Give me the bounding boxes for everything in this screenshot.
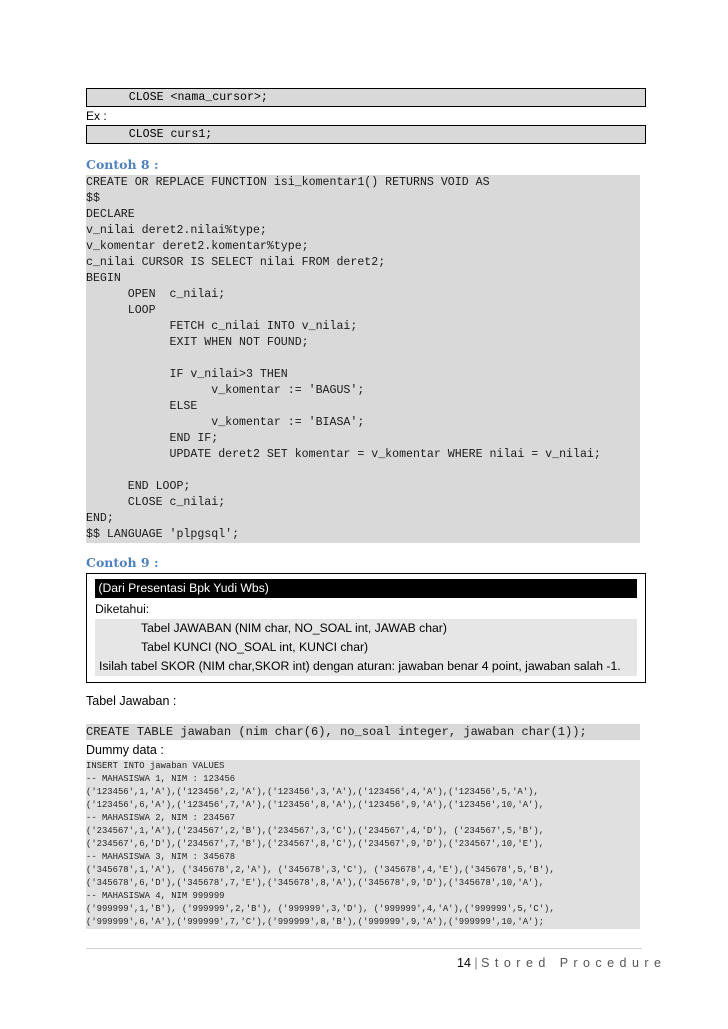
code-line: UPDATE deret2 SET komentar = v_komentar WHERE nilai = v_nilai; <box>86 447 640 463</box>
dummy-data-label: Dummy data : <box>86 743 164 757</box>
code-line: END; <box>86 511 640 527</box>
tabel-jawaban-label: Tabel Jawaban : <box>86 694 177 708</box>
page-footer <box>457 956 662 970</box>
dummy-line: -- MAHASISWA 3, NIM : 345678 <box>86 851 640 864</box>
code-line <box>86 351 640 367</box>
code-line: CLOSE c_nilai; <box>86 495 640 511</box>
footer-separator: | <box>474 956 478 970</box>
dummy-line: ('999999',1,'B'), ('999999',2,'B'), ('999999',3,'D'), ('999999',4,'A'),('999999',5,'C'), <box>86 903 640 916</box>
footer-rule <box>86 948 642 949</box>
code-line: OPEN c_nilai; <box>86 287 640 303</box>
code-line: END IF; <box>86 431 640 447</box>
tabel-kunci-def: Tabel KUNCI (NO_SOAL int, KUNCI char) <box>95 638 637 657</box>
contoh-9-heading: Contoh 9 : <box>86 555 159 570</box>
source-bar: (Dari Presentasi Bpk Yudi Wbs) <box>95 579 637 598</box>
contoh-9-box <box>86 573 646 683</box>
dummy-line: INSERT INTO jawaban VALUES <box>86 760 640 773</box>
code-line <box>86 463 640 479</box>
code-line: BEGIN <box>86 271 640 287</box>
code-line: v_komentar deret2.komentar%type; <box>86 239 640 255</box>
dummy-line: ('345678',6,'D'),('345678',7,'E'),('345678',8,'A'),('345678',9,'D'),('345678',10,'A'), <box>86 877 640 890</box>
code-line: EXIT WHEN NOT FOUND; <box>86 335 640 351</box>
code-line: CREATE OR REPLACE FUNCTION isi_komentar1() RETURNS VOID AS <box>86 175 640 191</box>
code-line: $$ <box>86 191 640 207</box>
footer-section-title: S t o r e d P r o c e d u r e <box>481 956 662 970</box>
dummy-line: ('123456',6,'A'),('123456',7,'A'),('123456',8,'A'),('123456',9,'A'),('123456',10,'A'), <box>86 799 640 812</box>
code-line: FETCH c_nilai INTO v_nilai; <box>86 319 640 335</box>
code-line: ELSE <box>86 399 640 415</box>
tabel-jawaban-def: Tabel JAWABAN (NIM char, NO_SOAL int, JAWAB char) <box>95 619 637 638</box>
code-line: END LOOP; <box>86 479 640 495</box>
close-syntax-line: CLOSE <nama_cursor>; <box>86 88 646 107</box>
dummy-line: ('123456',1,'A'),('123456',2,'A'),('123456',3,'A'),('123456',4,'A'),('123456',5,'A'), <box>86 786 640 799</box>
page-number: 14 <box>457 956 471 970</box>
dummy-line: ('345678',1,'A'), ('345678',2,'A'), ('345678',3,'C'), ('345678',4,'E'),('345678',5,'B'), <box>86 864 640 877</box>
code-line: v_komentar := 'BAGUS'; <box>86 383 640 399</box>
code-line: c_nilai CURSOR IS SELECT nilai FROM deret2; <box>86 255 640 271</box>
code-line: LOOP <box>86 303 640 319</box>
dummy-line: -- MAHASISWA 1, NIM : 123456 <box>86 773 640 786</box>
task-statement: Isilah tabel SKOR (NIM char,SKOR int) dengan aturan: jawaban benar 4 point, jawaban salah -1. <box>95 657 637 676</box>
ex-label: Ex : <box>86 109 107 123</box>
contoh-8-heading: Contoh 8 : <box>86 157 159 172</box>
close-example-line: CLOSE curs1; <box>86 125 646 144</box>
dummy-line: -- MAHASISWA 2, NIM : 234567 <box>86 812 640 825</box>
dummy-line: ('234567',1,'A'),('234567',2,'B'),('234567',3,'C'),('234567',4,'D'), ('234567',5,'B'), <box>86 825 640 838</box>
code-line: $$ LANGUAGE 'plpgsql'; <box>86 527 640 543</box>
diketahui-label: Diketahui: <box>95 602 150 616</box>
code-line: IF v_nilai>3 THEN <box>86 367 640 383</box>
dummy-line: -- MAHASISWA 4, NIM 999999 <box>86 890 640 903</box>
dummy-line: ('234567',6,'D'),('234567',7,'B'),('234567',8,'C'),('234567',9,'D'),('234567',10,'E'), <box>86 838 640 851</box>
dummy-line: ('999999',6,'A'),('999999',7,'C'),('999999',8,'B'),('999999',9,'A'),('999999',10,'A'); <box>86 916 640 929</box>
code-line: DECLARE <box>86 207 640 223</box>
code-line: v_komentar := 'BIASA'; <box>86 415 640 431</box>
create-table-statement: CREATE TABLE jawaban (nim char(6), no_soal integer, jawaban char(1)); <box>86 724 640 740</box>
code-line: v_nilai deret2.nilai%type; <box>86 223 640 239</box>
